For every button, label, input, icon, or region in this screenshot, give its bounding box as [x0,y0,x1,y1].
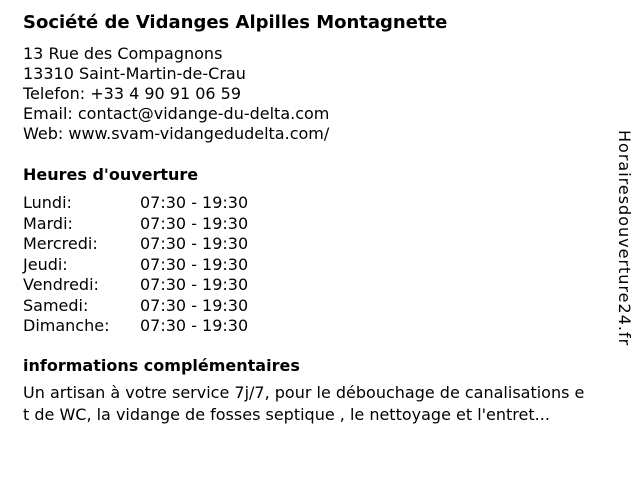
address-street: 13 Rue des Compagnons [23,44,223,63]
address-city: 13310 Saint-Martin-de-Crau [23,64,246,83]
day-label: Dimanche: [23,316,110,335]
day-label: Samedi: [23,295,89,315]
hours-heading: Heures d'ouverture [23,165,199,184]
hours-row-sunday [23,316,623,337]
day-label: Mardi: [23,213,73,233]
hours-row-tuesday [23,214,623,235]
hours-row-saturday [23,296,623,317]
hours-row-wednesday [23,234,623,255]
time-value: 07:30 - 19:30 [140,275,249,294]
day-label: Mercredi: [23,234,98,253]
hours-row-friday [23,275,623,296]
time-value: 07:30 - 19:30 [140,316,249,335]
time-value: 07:30 - 19:30 [140,213,249,233]
info-line-2: t de WC, la vidange de fosses septique , le nettoyage et l'entret... [23,404,550,424]
phone-line: Telefon: +33 4 90 91 06 59 [23,84,242,103]
info-line-1: Un artisan à votre service 7j/7, pour le débouchage de canalisations e [23,382,585,402]
vertical-site-branding: Horairesdouverture24.fr [615,130,634,347]
page-title: Société de Vidanges Alpilles Montagnette [23,12,448,33]
day-label: Lundi: [23,193,72,212]
time-value: 07:30 - 19:30 [140,295,249,315]
additional-info-paragraph [23,382,623,426]
email-line: Email: contact@vidange-du-delta.com [23,104,330,123]
time-value: 07:30 - 19:30 [140,193,249,212]
day-label: Vendredi: [23,275,99,294]
additional-info-heading: informations complémentaires [23,355,300,375]
hours-row-thursday [23,255,623,276]
time-value: 07:30 - 19:30 [140,254,249,274]
time-value: 07:30 - 19:30 [140,234,249,253]
hours-row-monday [23,193,623,214]
contact-block [23,44,623,144]
web-line: Web: www.svam-vidangedudelta.com/ [23,124,330,143]
day-label: Jeudi: [23,254,68,274]
hours-table [23,193,623,337]
main-content [23,12,623,426]
